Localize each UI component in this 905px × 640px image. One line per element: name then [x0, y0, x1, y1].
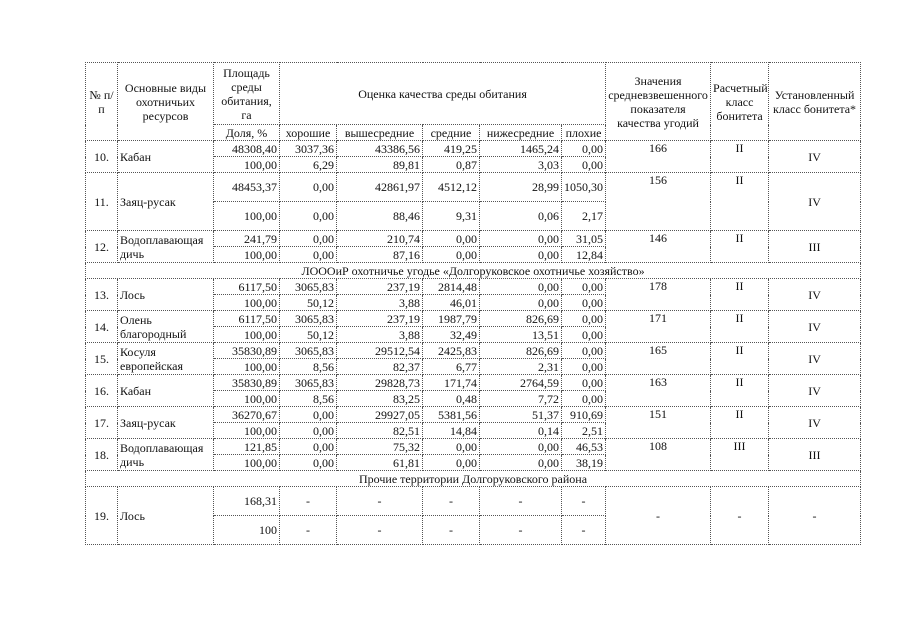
avg-quality-value: 166	[606, 141, 711, 173]
share-value: 0,06	[480, 202, 562, 231]
area-value: 28,99	[480, 173, 562, 202]
calc-class-value: III	[711, 439, 769, 471]
area-value: 43386,56	[337, 141, 423, 157]
share-value: 61,81	[337, 455, 423, 471]
share-value: 82,51	[337, 423, 423, 439]
share-value: 12,84	[562, 247, 606, 263]
share-value: -	[337, 516, 423, 545]
area-value: 5381,56	[423, 407, 480, 423]
table-row	[86, 141, 861, 157]
area-value: 0,00	[480, 231, 562, 247]
area-value: 0,00	[280, 439, 337, 455]
table-row	[86, 279, 861, 295]
calc-class-value: II	[711, 173, 769, 231]
species-name: Заяц-русак	[118, 407, 214, 439]
share-value: 0,00	[562, 359, 606, 375]
area-value: 826,69	[480, 311, 562, 327]
share-value: 0,00	[423, 455, 480, 471]
area-value: 6117,50	[214, 311, 280, 327]
area-value: 0,00	[562, 141, 606, 157]
area-value: 241,79	[214, 231, 280, 247]
area-value: 1465,24	[480, 141, 562, 157]
area-value: 0,00	[562, 311, 606, 327]
row-number: 15.	[86, 343, 118, 375]
share-value: 6,77	[423, 359, 480, 375]
header-num: № п/п	[86, 63, 118, 141]
share-value: 3,03	[480, 157, 562, 173]
area-value: 29927,05	[337, 407, 423, 423]
set-class-value: IV	[769, 375, 861, 407]
area-value: 3037,36	[280, 141, 337, 157]
table-row	[86, 231, 861, 247]
share-value: 0,00	[423, 247, 480, 263]
calc-class-value: II	[711, 311, 769, 343]
share-value: 87,16	[337, 247, 423, 263]
area-value: -	[280, 487, 337, 516]
row-number: 17.	[86, 407, 118, 439]
share-value: 38,19	[562, 455, 606, 471]
species-name: Кабан	[118, 141, 214, 173]
share-value: 100,00	[214, 247, 280, 263]
share-value: 100	[214, 516, 280, 545]
area-value: 29828,73	[337, 375, 423, 391]
calc-class-value: II	[711, 231, 769, 263]
set-class-value: IV	[769, 279, 861, 311]
set-class-value: IV	[769, 173, 861, 231]
header-quality: Оценка качества среды обитания	[280, 63, 606, 125]
row-number: 10.	[86, 141, 118, 173]
header-avg: Значения средневзвешенного показателя качества угодий	[606, 63, 711, 141]
share-value: 100,00	[214, 423, 280, 439]
row-number: 13.	[86, 279, 118, 311]
table-row	[86, 173, 861, 202]
share-value: 0,00	[480, 247, 562, 263]
area-value: 2814,48	[423, 279, 480, 295]
header-species: Основные виды охотничьих ресурсов	[118, 63, 214, 141]
area-value: 0,00	[562, 279, 606, 295]
avg-quality-value: 151	[606, 407, 711, 439]
area-value: 1987,79	[423, 311, 480, 327]
area-value: 3065,83	[280, 343, 337, 359]
area-value: 6117,50	[214, 279, 280, 295]
area-value: 0,00	[423, 231, 480, 247]
species-name: Косуля европейская	[118, 343, 214, 375]
area-value: 3065,83	[280, 311, 337, 327]
species-name: Лось	[118, 279, 214, 311]
species-name: Олень благородный	[118, 311, 214, 343]
area-value: 29512,54	[337, 343, 423, 359]
area-value: 0,00	[480, 279, 562, 295]
set-class-value: III	[769, 439, 861, 471]
share-value: 89,81	[337, 157, 423, 173]
area-value: 3065,83	[280, 279, 337, 295]
area-value: 910,69	[562, 407, 606, 423]
group-1-rows	[86, 141, 861, 263]
share-value: 0,00	[280, 202, 337, 231]
section-title: Прочие территории Долгоруковского района	[86, 471, 861, 487]
share-value: 7,72	[480, 391, 562, 407]
area-value: 0,00	[280, 231, 337, 247]
area-value: 237,19	[337, 279, 423, 295]
area-value: -	[423, 487, 480, 516]
row-number: 11.	[86, 173, 118, 231]
share-value: 50,12	[280, 327, 337, 343]
calc-class-value: II	[711, 279, 769, 311]
share-value: 100,00	[214, 157, 280, 173]
row-number: 19.	[86, 487, 118, 545]
share-value: -	[280, 516, 337, 545]
area-value: 48308,40	[214, 141, 280, 157]
avg-quality-value: 165	[606, 343, 711, 375]
area-value: 2425,83	[423, 343, 480, 359]
area-value: 0,00	[562, 343, 606, 359]
share-value: 50,12	[280, 295, 337, 311]
set-class-value: IV	[769, 343, 861, 375]
share-value: 2,17	[562, 202, 606, 231]
share-value: -	[480, 516, 562, 545]
share-value: 100,00	[214, 202, 280, 231]
area-value: 237,19	[337, 311, 423, 327]
avg-quality-value: 178	[606, 279, 711, 311]
share-value: 100,00	[214, 455, 280, 471]
share-value: 100,00	[214, 295, 280, 311]
area-value: 35830,89	[214, 375, 280, 391]
set-class-value: III	[769, 231, 861, 263]
share-value: 3,88	[337, 295, 423, 311]
table-row	[86, 487, 861, 516]
share-value: 0,87	[423, 157, 480, 173]
area-value: 210,74	[337, 231, 423, 247]
area-value: 0,00	[480, 439, 562, 455]
share-value: 0,00	[480, 455, 562, 471]
table-row	[86, 311, 861, 327]
area-value: 419,25	[423, 141, 480, 157]
area-value: 0,00	[280, 407, 337, 423]
area-value: -	[337, 487, 423, 516]
area-value: -	[562, 487, 606, 516]
species-name: Кабан	[118, 375, 214, 407]
share-value: 0,14	[480, 423, 562, 439]
share-value: 88,46	[337, 202, 423, 231]
share-value: 0,00	[480, 295, 562, 311]
area-value: 171,74	[423, 375, 480, 391]
share-value: 0,00	[280, 455, 337, 471]
share-value: 46,01	[423, 295, 480, 311]
header-q-good: хорошие	[280, 125, 337, 141]
area-value: 48453,37	[214, 173, 280, 202]
area-value: 4512,12	[423, 173, 480, 202]
area-value: 1050,30	[562, 173, 606, 202]
row-number: 16.	[86, 375, 118, 407]
species-name: Лось	[118, 487, 214, 545]
share-value: 9,31	[423, 202, 480, 231]
area-value: 3065,83	[280, 375, 337, 391]
share-value: 8,56	[280, 359, 337, 375]
avg-quality-value: -	[606, 487, 711, 545]
set-class-value: IV	[769, 141, 861, 173]
share-value: 32,49	[423, 327, 480, 343]
share-value: 14,84	[423, 423, 480, 439]
share-value: 3,88	[337, 327, 423, 343]
header-set-class: Установленный класс бонитета*	[769, 63, 861, 141]
group-2-rows	[86, 279, 861, 471]
share-value: 6,29	[280, 157, 337, 173]
table-row	[86, 407, 861, 423]
avg-quality-value: 146	[606, 231, 711, 263]
avg-quality-value: 156	[606, 173, 711, 231]
header-q-bad: плохие	[562, 125, 606, 141]
set-class-value: IV	[769, 311, 861, 343]
share-value: 0,00	[280, 423, 337, 439]
area-value: 36270,67	[214, 407, 280, 423]
table-row	[86, 375, 861, 391]
header-q-below: нижесредние	[480, 125, 562, 141]
area-value: 31,05	[562, 231, 606, 247]
share-value: 0,48	[423, 391, 480, 407]
table-row	[86, 343, 861, 359]
area-value: 121,85	[214, 439, 280, 455]
calc-class-value: II	[711, 141, 769, 173]
header-q-above: вышесредние	[337, 125, 423, 141]
share-value: 2,31	[480, 359, 562, 375]
species-name: Водоплавающая дичь	[118, 231, 214, 263]
table-row	[86, 439, 861, 455]
share-value: 2,51	[562, 423, 606, 439]
area-value: 75,32	[337, 439, 423, 455]
share-value: 82,37	[337, 359, 423, 375]
share-value: -	[562, 516, 606, 545]
calc-class-value: II	[711, 375, 769, 407]
share-value: 0,00	[562, 327, 606, 343]
set-class-value: IV	[769, 407, 861, 439]
area-value: 0,00	[423, 439, 480, 455]
share-value: 13,51	[480, 327, 562, 343]
calc-class-value: II	[711, 343, 769, 375]
area-value: 0,00	[562, 375, 606, 391]
share-value: 0,00	[562, 391, 606, 407]
set-class-value: -	[769, 487, 861, 545]
area-value: 826,69	[480, 343, 562, 359]
avg-quality-value: 171	[606, 311, 711, 343]
share-value: 100,00	[214, 391, 280, 407]
avg-quality-value: 108	[606, 439, 711, 471]
group-3-rows	[86, 487, 861, 545]
share-value: 8,56	[280, 391, 337, 407]
row-number: 14.	[86, 311, 118, 343]
area-value: 46,53	[562, 439, 606, 455]
header-q-mid: средние	[423, 125, 480, 141]
avg-quality-value: 163	[606, 375, 711, 407]
header-area: Площадь среды обитания, га	[214, 63, 280, 125]
share-value: -	[423, 516, 480, 545]
row-number: 18.	[86, 439, 118, 471]
calc-class-value: -	[711, 487, 769, 545]
calc-class-value: II	[711, 407, 769, 439]
species-name: Водоплавающая дичь	[118, 439, 214, 471]
area-value: -	[480, 487, 562, 516]
species-name: Заяц-русак	[118, 173, 214, 231]
share-value: 0,00	[280, 247, 337, 263]
area-value: 51,37	[480, 407, 562, 423]
area-value: 2764,59	[480, 375, 562, 391]
habitat-quality-table	[85, 62, 861, 545]
share-value: 0,00	[562, 295, 606, 311]
share-value: 83,25	[337, 391, 423, 407]
header-share: Доля, %	[214, 125, 280, 141]
area-value: 168,31	[214, 487, 280, 516]
share-value: 100,00	[214, 327, 280, 343]
share-value: 100,00	[214, 359, 280, 375]
area-value: 0,00	[280, 173, 337, 202]
area-value: 42861,97	[337, 173, 423, 202]
header-calc-class: Расчетный класс бонитета	[711, 63, 769, 141]
share-value: 0,00	[562, 157, 606, 173]
area-value: 35830,89	[214, 343, 280, 359]
section-title: ЛОООиР охотничье угодье «Долгоруковское охотничье хозяйство»	[86, 263, 861, 279]
row-number: 12.	[86, 231, 118, 263]
